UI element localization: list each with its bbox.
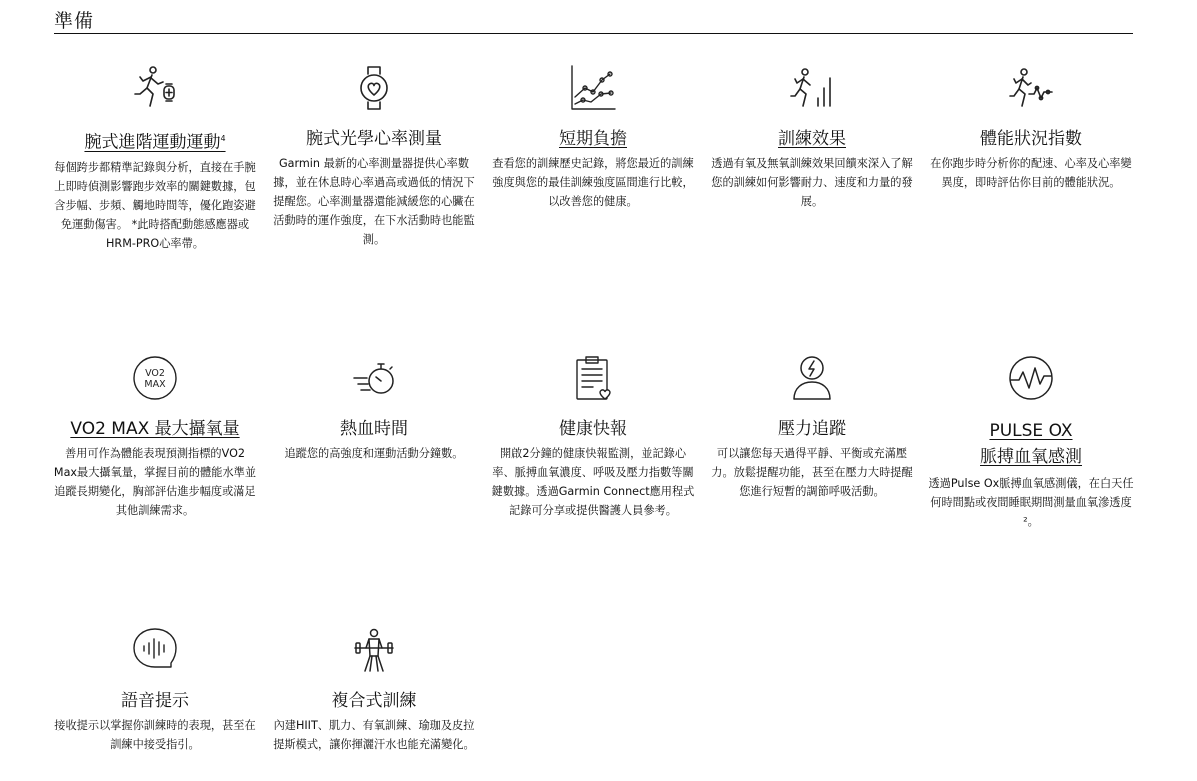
feature-stress-tracking xyxy=(709,350,915,501)
feature-description: 追蹤您的高強度和運動活動分鐘數。 xyxy=(284,447,464,460)
feature-running-dynamics xyxy=(52,60,258,253)
vo2-label: VO2 xyxy=(145,368,165,379)
voice-bubble-icon xyxy=(52,622,258,678)
feature-description: 每個跨步都精準記錄與分析，直接在手腕上即時偵測影響跑步效率的關鍵數據，包含步幅、步頻、觸地時間等，優化跑姿避免運動傷害。 *此時搭配動態感應器或HRM-PRO心率帶。 xyxy=(54,160,256,250)
stress-person-icon xyxy=(709,350,915,406)
feature-title-link[interactable]: 短期負擔 xyxy=(559,129,627,149)
feature-title-link[interactable]: 訓練效果 xyxy=(778,129,846,149)
line-chart-icon xyxy=(490,60,696,116)
feature-description: 接收提示以掌握你訓練時的表現，甚至在訓練中接受指引。 xyxy=(54,719,256,751)
runner-bars-icon xyxy=(709,60,915,116)
runner-pulse-icon xyxy=(928,60,1134,116)
feature-title: 複合式訓練 xyxy=(331,691,417,711)
vo2max-icon xyxy=(52,350,258,406)
feature-description: 查看您的訓練歷史記錄，將您最近的訓練強度與您的最佳訓練強度區間進行比較，以改善您的健康。 xyxy=(492,157,694,208)
feature-description: 透過Pulse Ox脈搏血氧感測儀，在白天任何時間點或夜間睡眠期間測量血氧滲透度²。 xyxy=(928,477,1134,528)
feature-title: 腕式光學心率測量 xyxy=(306,129,442,149)
feature-description: Garmin 最新的心率測量器提供心率數據，並在休息時心率過高或過低的情況下提醒您。心率測量器還能減緩您的心臟在活動時的運作強度，在下水活動時也能監測。 xyxy=(273,157,475,246)
feature-title-link[interactable]: PULSE OX 脈搏血氧感測 xyxy=(980,421,1082,467)
feature-title: 熱血時間 xyxy=(340,419,408,439)
feature-intensity-minutes xyxy=(271,350,477,463)
feature-vo2max xyxy=(52,350,258,520)
feature-description: 善用可作為體能表現預測指標的VO2 Max最大攝氧量，掌握目前的體能水準並追蹤長期變化，胸部評估進步幅度或滿足其他訓練需求。 xyxy=(53,447,257,517)
runner-watch-icon xyxy=(52,60,258,116)
max-label: MAX xyxy=(144,379,166,390)
feature-pulse-ox xyxy=(928,350,1134,531)
feature-description: 透過有氧及無氧訓練效果回饋來深入了解您的訓練如何影響耐力、速度和力量的發展。 xyxy=(711,157,913,208)
feature-description: 內建HIIT、肌力、有氧訓練、瑜珈及皮拉提斯模式，讓你揮灑汗水也能充滿變化。 xyxy=(273,719,475,751)
feature-multi-training xyxy=(271,622,477,754)
pulse-ox-icon xyxy=(928,350,1134,406)
clipboard-heart-icon xyxy=(490,350,696,406)
feature-description: 在你跑步時分析你的配速、心率及心率變異度，即時評估你目前的體能狀況。 xyxy=(930,157,1132,189)
feature-title: 語音提示 xyxy=(121,691,189,711)
feature-description: 可以讓您每天過得平靜、平衡或充滿壓力。放鬆提醒功能，甚至在壓力大時提醒您進行短暫的調節呼吸活動。 xyxy=(711,447,913,498)
weightlifter-icon xyxy=(271,622,477,678)
feature-title-link[interactable]: 腕式進階運動運動$^4$ xyxy=(84,132,226,153)
section-divider xyxy=(54,33,1133,34)
section-title: 準備 xyxy=(54,10,95,32)
feature-performance-condition xyxy=(928,60,1134,192)
watch-heart-icon xyxy=(271,60,477,116)
feature-wrist-heart-rate xyxy=(271,60,477,249)
feature-voice-prompts xyxy=(52,622,258,754)
stopwatch-speed-icon xyxy=(271,350,477,406)
feature-training-effect xyxy=(709,60,915,211)
feature-title: 健康快報 xyxy=(559,419,627,439)
feature-title: 體能狀況指數 xyxy=(980,129,1082,149)
feature-health-snapshot xyxy=(490,350,696,520)
feature-title: 壓力追蹤 xyxy=(778,419,846,439)
feature-acute-load xyxy=(490,60,696,211)
feature-title-link[interactable]: VO2 MAX 最大攝氧量 xyxy=(70,419,240,439)
feature-description: 開啟2分鐘的健康快報監測，並記錄心率、脈搏血氧濃度、呼吸及壓力指數等關鍵數據。透過Garmin Connect應用程式記錄可分享或提供醫護人員參考。 xyxy=(491,447,695,517)
